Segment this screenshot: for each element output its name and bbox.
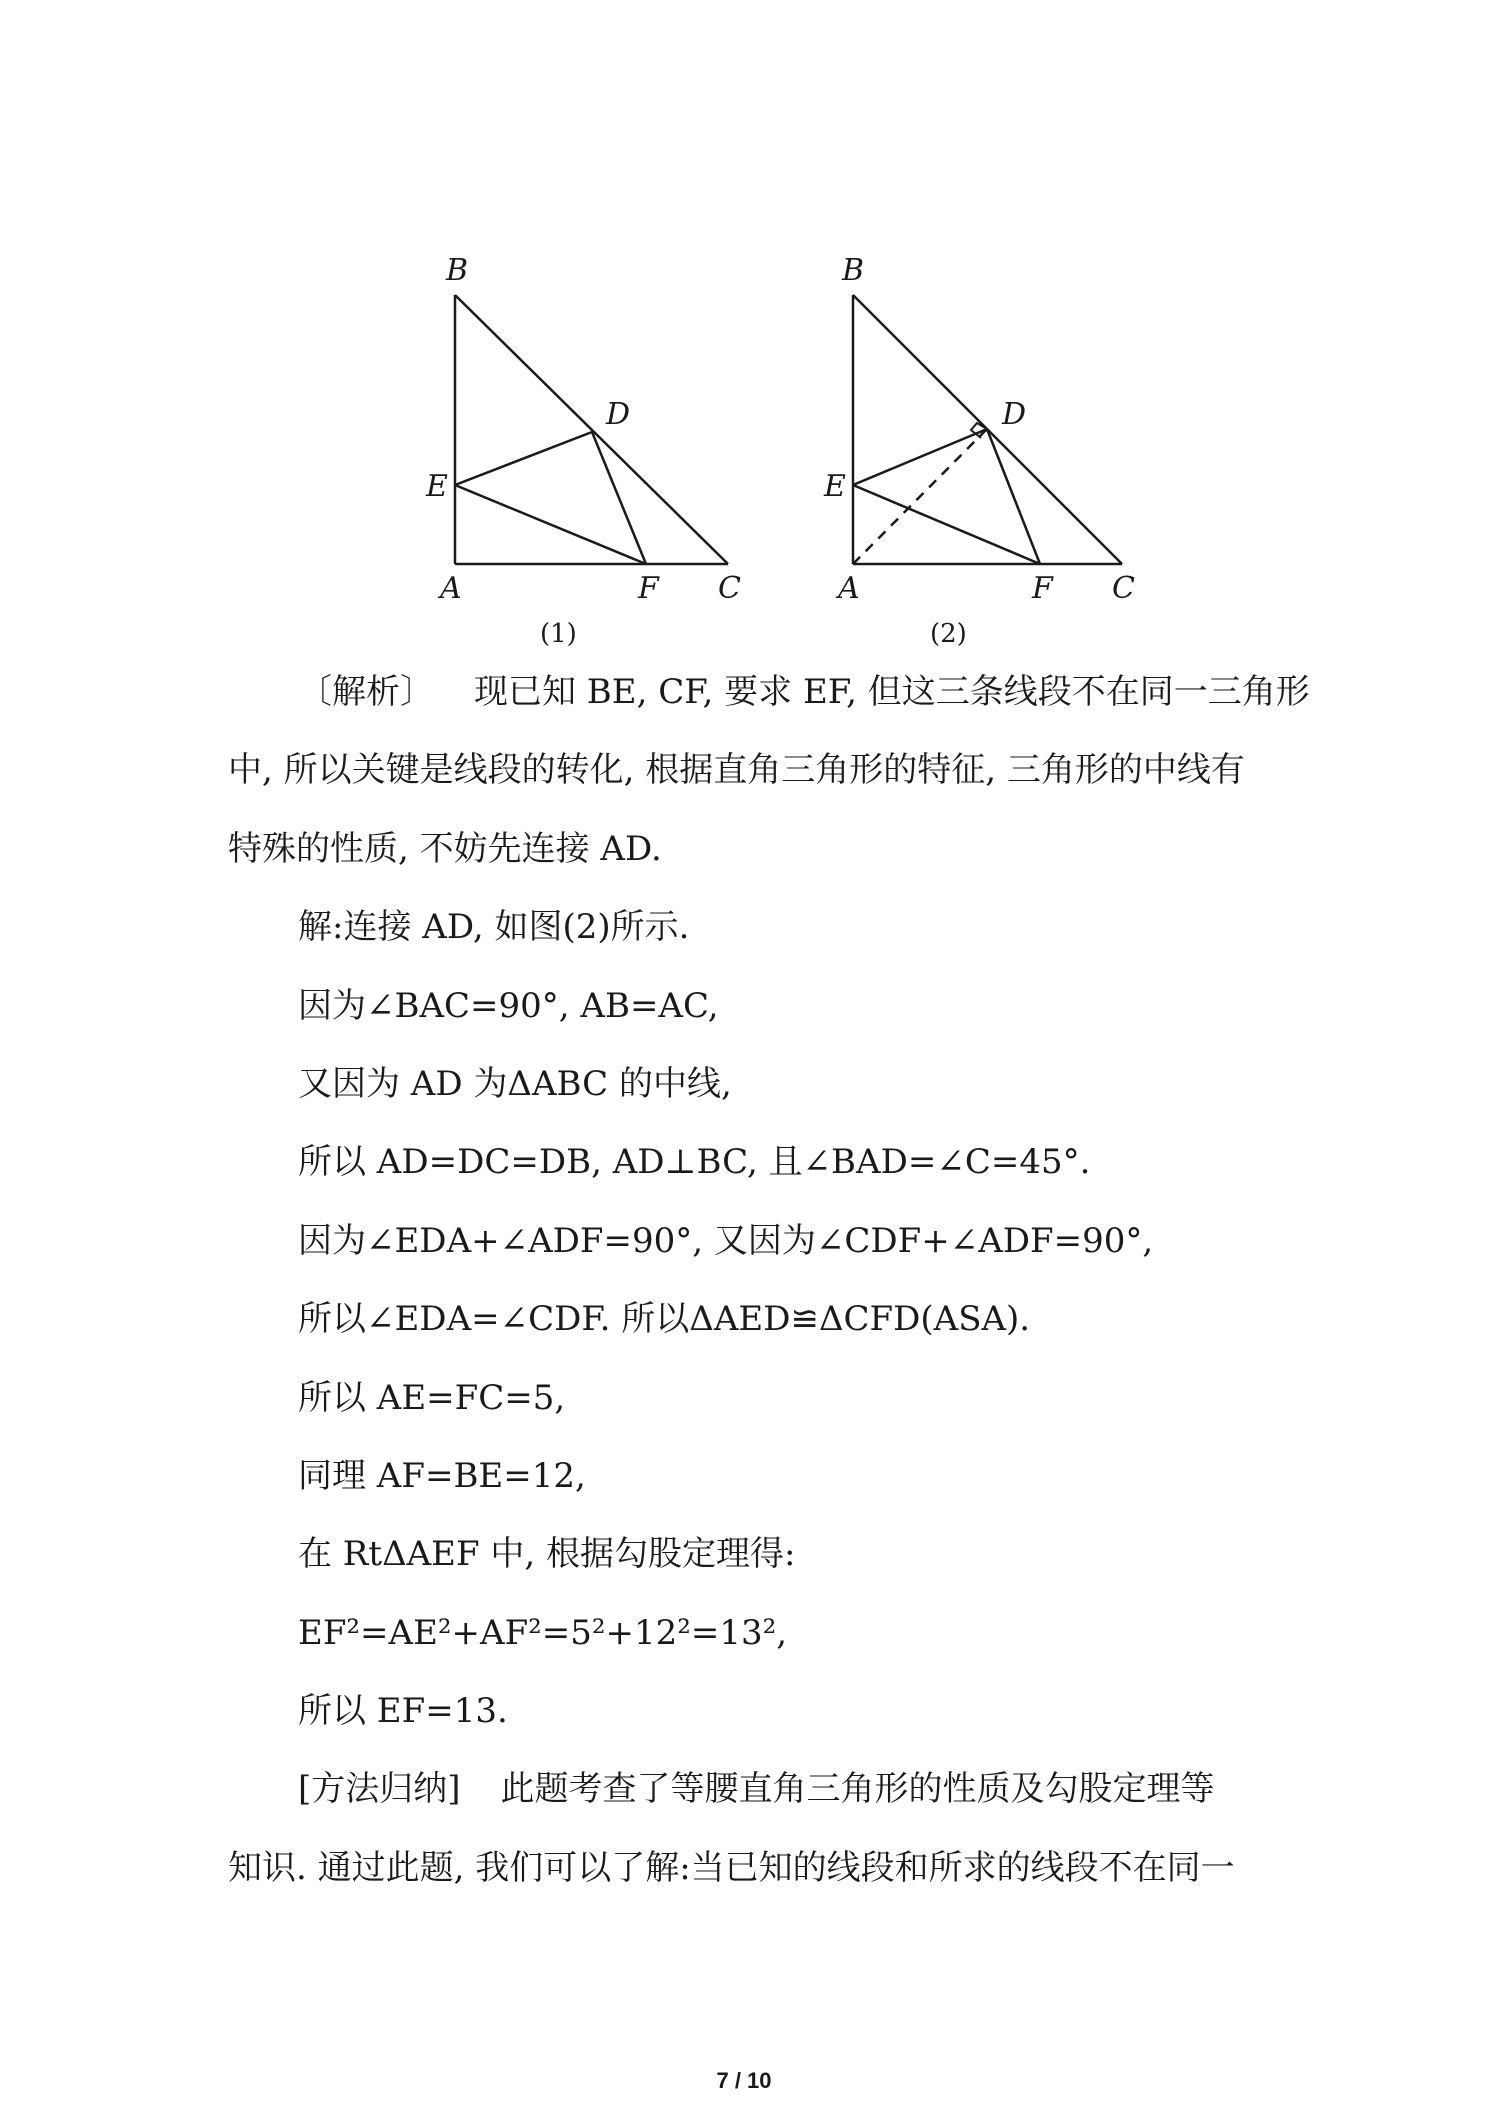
point-label-B: B bbox=[446, 253, 469, 288]
solution-text bbox=[228, 672, 1310, 1926]
segment-ED bbox=[455, 432, 592, 485]
point-label-E: E bbox=[824, 469, 846, 504]
analysis-line-2: 中, 所以关键是线段的转化, 根据直角三角形的特征, 三角形的中线有 bbox=[228, 750, 1245, 791]
point-label-C: C bbox=[1112, 571, 1135, 606]
page-number: 7 / 10 bbox=[716, 2068, 772, 2093]
solution-step-11: 所以 EF=13. bbox=[298, 1691, 508, 1732]
segment-AD-dashed bbox=[853, 429, 987, 564]
point-label-E: E bbox=[426, 469, 448, 504]
point-label-A: A bbox=[838, 571, 860, 606]
segment-BC bbox=[455, 295, 728, 564]
solution-step-3: 又因为 AD 为ΔABC 的中线, bbox=[298, 1063, 732, 1104]
point-label-D: D bbox=[606, 397, 631, 432]
solution-step-2: 因为∠BAC=90°, AB=AC, bbox=[298, 985, 719, 1026]
point-label-D: D bbox=[1002, 397, 1027, 432]
method-text-1: 此题考查了等腰直角三角形的性质及勾股定理等 bbox=[500, 1769, 1215, 1810]
solution-step-10: EF²=AE²+AF²=5²+12²=13², bbox=[298, 1612, 788, 1653]
solution-step-9: 在 RtΔAEF 中, 根据勾股定理得: bbox=[298, 1534, 796, 1575]
analysis-tag: 〔解析〕 bbox=[298, 672, 434, 712]
triangle-diagram-2 bbox=[790, 240, 1150, 660]
point-label-B: B bbox=[842, 253, 865, 288]
solution-step-4: 所以 AD=DC=DB, AD⊥BC, 且∠BAD=∠C=45°. bbox=[298, 1142, 1091, 1183]
point-label-F: F bbox=[1032, 571, 1053, 606]
method-tag: [方法归纳] bbox=[298, 1769, 461, 1810]
method-line-1 bbox=[228, 1769, 1273, 1809]
triangle-diagram-1 bbox=[410, 240, 770, 660]
figure-1 bbox=[410, 240, 770, 660]
analysis-line-1 bbox=[228, 672, 1310, 712]
point-label-A: A bbox=[440, 571, 462, 606]
solution-step-7: 所以 AE=FC=5, bbox=[298, 1377, 566, 1418]
analysis-line-3: 特殊的性质, 不妨先连接 AD. bbox=[228, 828, 662, 869]
point-label-C: C bbox=[718, 571, 741, 606]
figure-2 bbox=[790, 240, 1150, 660]
figure-caption-2: (2) bbox=[930, 619, 967, 649]
solution-step-5: 因为∠EDA+∠ADF=90°, 又因为∠CDF+∠ADF=90°, bbox=[298, 1220, 1154, 1261]
solution-step-6: 所以∠EDA=∠CDF. 所以ΔAED≌ΔCFD(ASA). bbox=[298, 1299, 1031, 1340]
solution-step-8: 同理 AF=BE=12, bbox=[298, 1455, 586, 1496]
analysis-text-1: 现已知 BE, CF, 要求 EF, 但这三条线段不在同一三角形 bbox=[474, 672, 1310, 712]
solution-step-1: 解:连接 AD, 如图(2)所示. bbox=[298, 907, 690, 948]
point-label-F: F bbox=[638, 571, 659, 606]
segment-ED bbox=[853, 429, 987, 485]
figure-caption-1: (1) bbox=[540, 619, 577, 649]
method-line-2: 知识. 通过此题, 我们可以了解:当已知的线段和所求的线段不在同一 bbox=[228, 1847, 1235, 1888]
segment-EF bbox=[853, 485, 1040, 564]
